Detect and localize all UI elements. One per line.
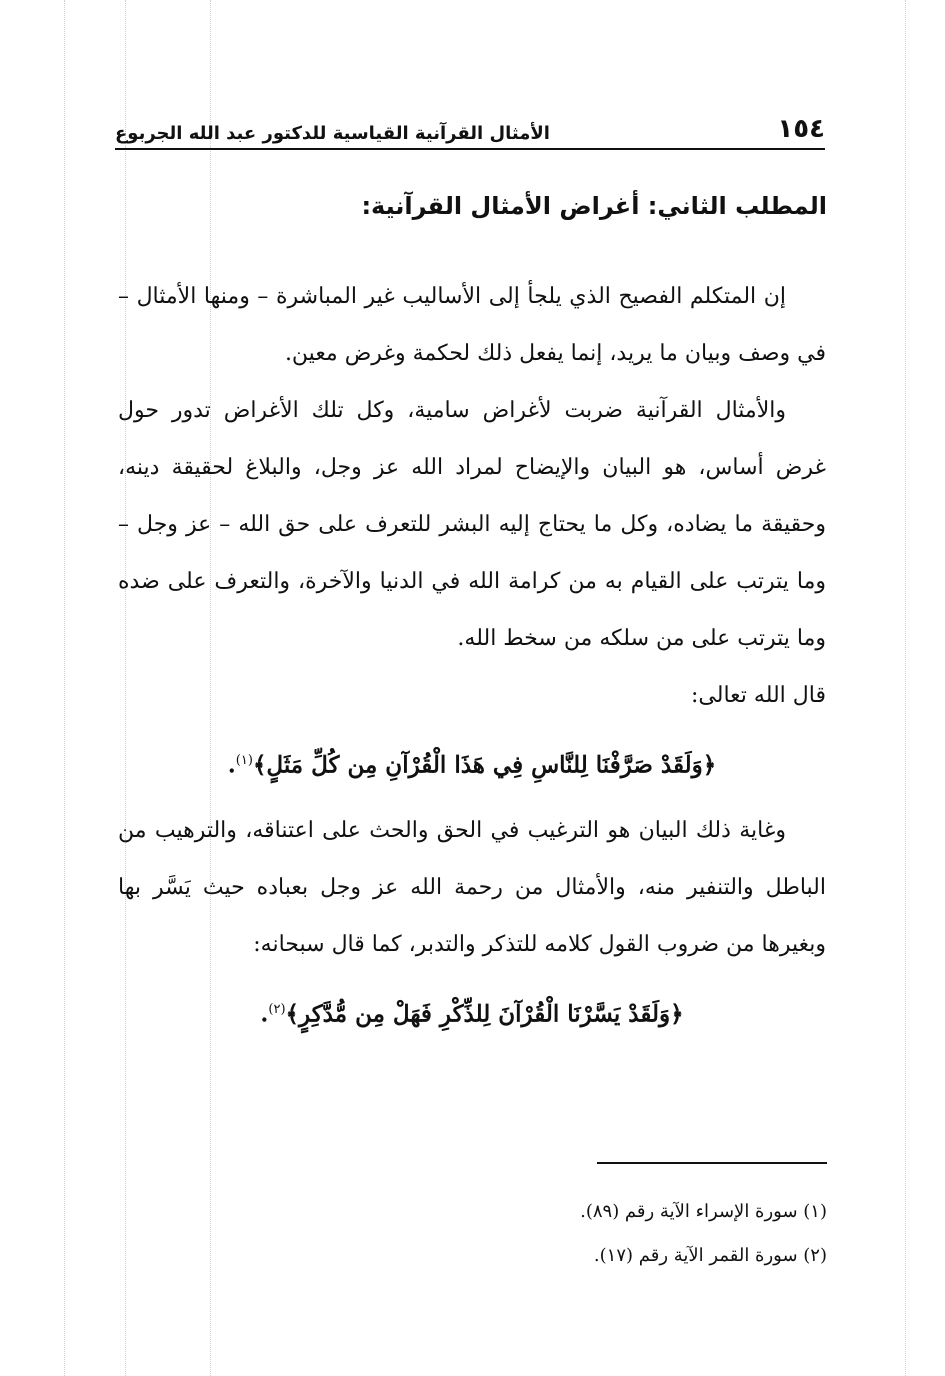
verse-text: ﴿وَلَقَدْ صَرَّفْنَا لِلنَّاسِ فِي هَذَا الْقُرْآنِ مِن كُلِّ مَثَلٍ﴾ (252, 751, 717, 779)
footnote: (٢) سورة القمر الآية رقم (١٧). (593, 1245, 827, 1266)
section-heading: المطلب الثاني: أغراض الأمثال القرآنية: (361, 192, 827, 220)
footnote: (١) سورة الإسراء الآية رقم (٨٩). (580, 1201, 827, 1222)
quran-verse: ﴿وَلَقَدْ يَسَّرْنَا الْقُرْآنَ لِلذِّكْرِ فَهَلْ مِن مُّدَّكِرٍ﴾$^{(٢)}$. (260, 1000, 684, 1028)
footnotes (127, 1190, 827, 1278)
body-text (118, 268, 826, 1050)
verse-text: ﴿وَلَقَدْ يَسَّرْنَا الْقُرْآنَ لِلذِّكْرِ فَهَلْ مِن مُّدَّكِرٍ﴾ (285, 1000, 684, 1028)
paragraph: قال الله تعالى: (691, 683, 826, 708)
page-number: ١٥٤ (777, 114, 825, 144)
quran-verse: ﴿وَلَقَدْ صَرَّفْنَا لِلنَّاسِ فِي هَذَا الْقُرْآنِ مِن كُلِّ مَثَلٍ﴾$^{(١)}$. (227, 751, 717, 779)
footnote-ref: (٢) (268, 1001, 286, 1017)
paragraph: إن المتكلم الفصيح الذي يلجأ إلى الأساليب غير المباشرة – ومنها الأمثال – في وصف وبيان ما يريد، إنما يفعل ذلك لحكمة وغرض معين. (118, 284, 826, 366)
footnote-ref: (١) (235, 753, 253, 768)
running-title: الأمثال القرآنية القياسية للدكتور عبد الله الجربوع (115, 123, 550, 144)
paragraph: وغاية ذلك البيان هو الترغيب في الحق والحث على اعتناقه، والترهيب من الباطل والتنفير منه، والأمثال من رحمة الله عز وجل بعباده حيث يَسَّر بها وبغيرها من ضروب القول كلامه للتذكر والتدبر، كما قال سبحانه: (118, 817, 826, 957)
footnote-divider (597, 1162, 827, 1164)
page-header (115, 110, 825, 150)
paragraph: والأمثال القرآنية ضربت لأغراض سامية، وكل تلك الأغراض تدور حول غرض أساس، هو البيان والإيضاح لمراد الله عز وجل، والبلاغ لحقيقة دينه، وحقيقة ما يضاده، وكل ما يحتاج إليه البشر للتعرف على حق الله – عز وجل – وما يترتب على القيام به من كرامة الله في الدنيا والآخرة، والتعرف على ضده وما يترتب على من سلكه من سخط الله. (118, 398, 826, 651)
